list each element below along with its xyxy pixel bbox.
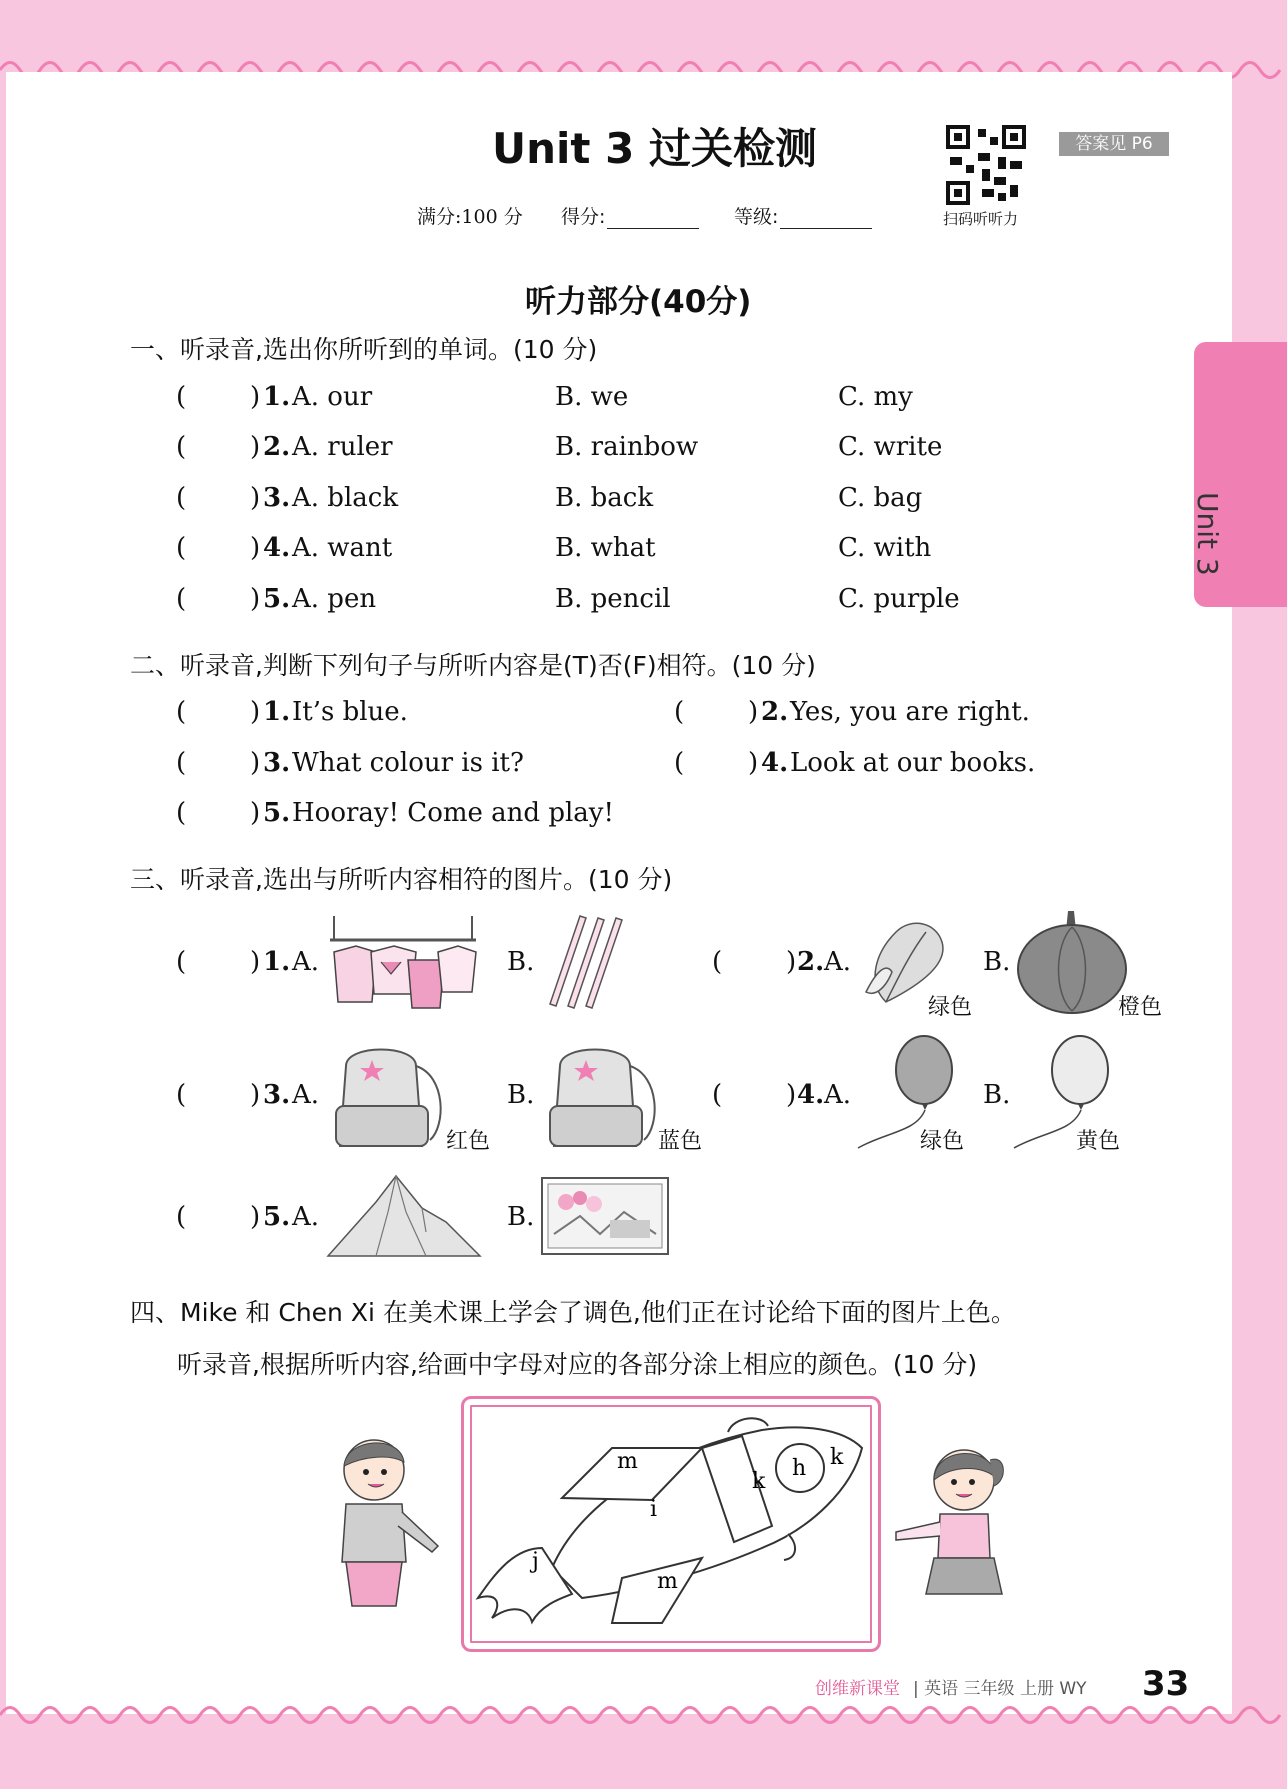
footer-book-info: | 英语 三年级 上册 WY: [913, 1679, 1087, 1699]
page-title: Unit 3 过关检测: [492, 124, 817, 173]
bottom-wave-border: [0, 1700, 1287, 1730]
q2-a-caption: 绿色: [928, 995, 973, 1020]
part2-heading: 二、听录音,判断下列句子与所听内容是(T)否(F)相符。(10 分): [130, 651, 816, 680]
option-a: A. want: [292, 533, 393, 563]
option-a: A. our: [292, 382, 373, 412]
option-b: B. what: [555, 533, 656, 563]
unit-side-tab: [1191, 342, 1287, 607]
option-c: C. with: [838, 533, 932, 563]
qr-code-icon[interactable]: [946, 125, 1026, 205]
part1-heading: 一、听录音,选出你所听到的单词。(10 分): [130, 335, 598, 364]
rocket-label-m-top: m: [617, 1449, 638, 1474]
q4-b-caption: 黄色: [1076, 1129, 1121, 1154]
option-c: C. write: [838, 432, 943, 462]
option-c: C. purple: [838, 584, 960, 614]
chen-xi-girl-illustration: [884, 1440, 1010, 1610]
rocket-label-m-bottom: m: [657, 1569, 678, 1594]
score-label: 得分:: [561, 206, 606, 228]
option-b: B. rainbow: [555, 432, 699, 462]
q2-b-caption: 橙色: [1118, 995, 1163, 1020]
rocket-label-k-right: k: [830, 1445, 844, 1470]
schoolbag-blue-picture[interactable]: [540, 1036, 670, 1154]
qr-caption: 扫码听听力: [943, 210, 1019, 228]
grade-label: 等级:: [734, 206, 779, 228]
option-b: B. back: [555, 483, 654, 513]
clothes-rack-picture[interactable]: [326, 912, 480, 1012]
option-c: C. bag: [838, 483, 923, 513]
rocket-label-i: i: [650, 1497, 658, 1522]
page-number: 33: [1142, 1664, 1190, 1704]
rocket-label-k-left: k: [752, 1469, 766, 1494]
answer-reference-badge: 答案见 P6: [1059, 132, 1169, 156]
option-a: A. black: [292, 483, 399, 513]
option-a: A. pen: [292, 584, 377, 614]
part4-heading-line2: 听录音,根据所听内容,给画中字母对应的各部分涂上相应的颜色。(10 分): [177, 1350, 978, 1379]
painting-picture[interactable]: [540, 1176, 670, 1256]
rocket-label-h: h: [792, 1456, 807, 1481]
side-tab-label: Unit 3: [1191, 492, 1224, 576]
pens-picture[interactable]: [540, 910, 630, 1010]
part3-heading: 三、听录音,选出与所听内容相符的图片。(10 分): [130, 865, 673, 894]
pumpkin-picture[interactable]: [1014, 905, 1130, 1017]
option-b: B. pencil: [555, 584, 671, 614]
score-field[interactable]: [561, 202, 699, 229]
rocket-label-j: j: [532, 1549, 539, 1574]
option-c: C. my: [838, 382, 913, 412]
q3-b-caption: 蓝色: [658, 1129, 703, 1154]
option-b: B. we: [555, 382, 629, 412]
mike-boy-illustration: [330, 1432, 446, 1608]
full-score: 满分:100 分: [417, 206, 523, 228]
grade-field[interactable]: [734, 202, 872, 229]
mountain-picture[interactable]: [326, 1172, 482, 1258]
schoolbag-red-picture[interactable]: [326, 1036, 456, 1154]
listening-section-title: 听力部分(40分): [525, 284, 752, 320]
rocket-picture[interactable]: [472, 1408, 868, 1636]
footer-brand: 创维新课堂: [815, 1679, 900, 1699]
option-a: A. ruler: [292, 432, 393, 462]
part4-heading-line1: 四、Mike 和 Chen Xi 在美术课上学会了调色,他们正在讨论给下面的图片上色。: [130, 1298, 1016, 1327]
q3-a-caption: 红色: [446, 1129, 491, 1154]
q4-a-caption: 绿色: [920, 1129, 965, 1154]
